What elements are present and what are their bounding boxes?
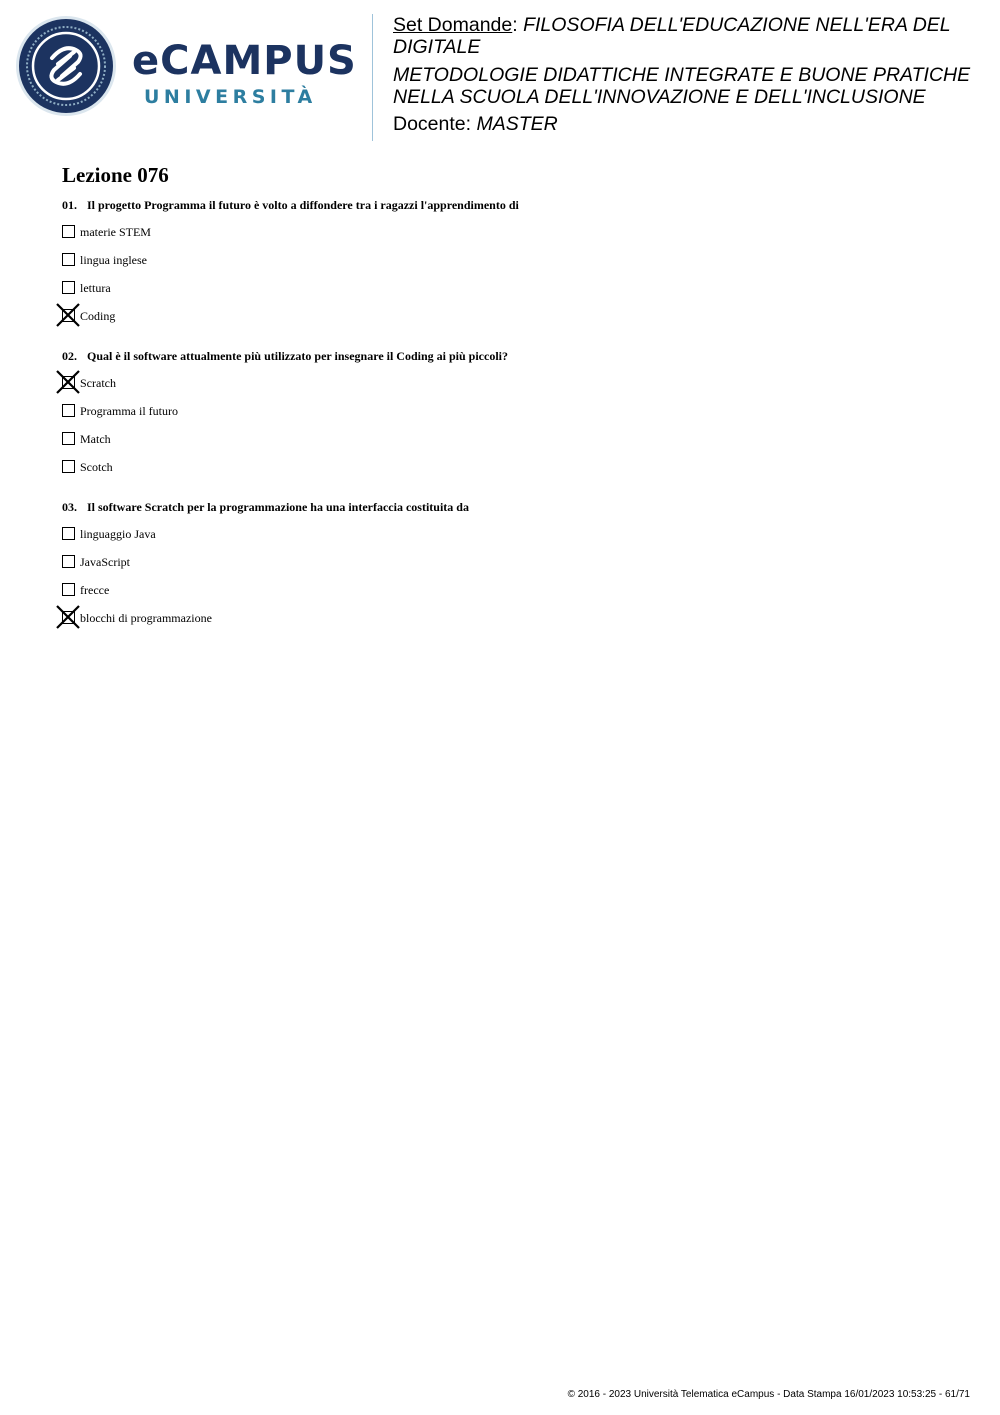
checkbox[interactable] [62,527,75,540]
cross-mark-icon [55,369,81,395]
question-label: Il progetto Programma il futuro è volto a diffondere tra i ragazzi l'apprendimento di [87,198,519,212]
answer-label: lingua inglese [80,253,147,267]
cross-mark-icon [55,302,81,328]
question-number: 01. [62,198,77,212]
page-header [0,0,1000,150]
answer-label: linguaggio Java [80,527,156,541]
checkbox[interactable] [62,281,75,294]
answer-label: Programma il futuro [80,404,178,418]
logo-wordmark: eCAMPUS [132,38,357,84]
lesson-title: Lezione 076 [62,163,169,187]
question-number: 03. [62,500,77,514]
set-separator: : [512,14,524,36]
checkbox[interactable] [62,253,75,266]
answer-label: Coding [80,309,116,323]
header-divider [372,14,373,141]
checkbox[interactable] [62,555,75,568]
answer-label: JavaScript [80,555,130,569]
teacher-line [393,113,983,135]
checkbox[interactable] [62,404,75,417]
set-title: FILOSOFIA DELL'EDUCAZIONE NELL'ERA DEL DIGITALE [393,14,951,58]
header-info [393,14,983,135]
answer-label: Match [80,432,111,446]
teacher-label: Docente: [393,113,477,135]
answer-label: materie STEM [80,225,151,239]
ecampus-seal-icon [14,14,118,118]
question-label: Il software Scratch per la programmazione ha una interfaccia costituita da [87,500,469,514]
question-text [62,348,508,364]
checkbox[interactable] [62,432,75,445]
answer-label: frecce [80,583,110,597]
checkbox[interactable] [62,460,75,473]
checkbox[interactable] [62,583,75,596]
answer-label: Scratch [80,376,116,390]
set-label: Set Domande [393,14,513,36]
set-line [393,14,983,58]
answer-label: Scotch [80,460,113,474]
question-text [62,197,519,213]
course-title: METODOLOGIE DIDATTICHE INTEGRATE E BUONE PRATICHE NELLA SCUOLA DELL'INNOVAZIONE E DELL'INCLUSIONE [393,64,971,108]
cross-mark-icon [55,604,81,630]
checkbox[interactable] [62,225,75,238]
question-text [62,499,469,515]
question-number: 02. [62,349,77,363]
teacher-name: MASTER [476,113,558,135]
answer-label: blocchi di programmazione [80,611,212,625]
ecampus-logo [14,14,359,118]
page-footer: © 2016 - 2023 Università Telematica eCampus - Data Stampa 16/01/2023 10:53:25 - 61/71 [567,1389,970,1400]
question-label: Qual è il software attualmente più utilizzato per insegnare il Coding ai più piccoli? [87,349,509,363]
answer-label: lettura [80,281,111,295]
logo-subtitle: UNIVERSITÀ [144,86,317,108]
